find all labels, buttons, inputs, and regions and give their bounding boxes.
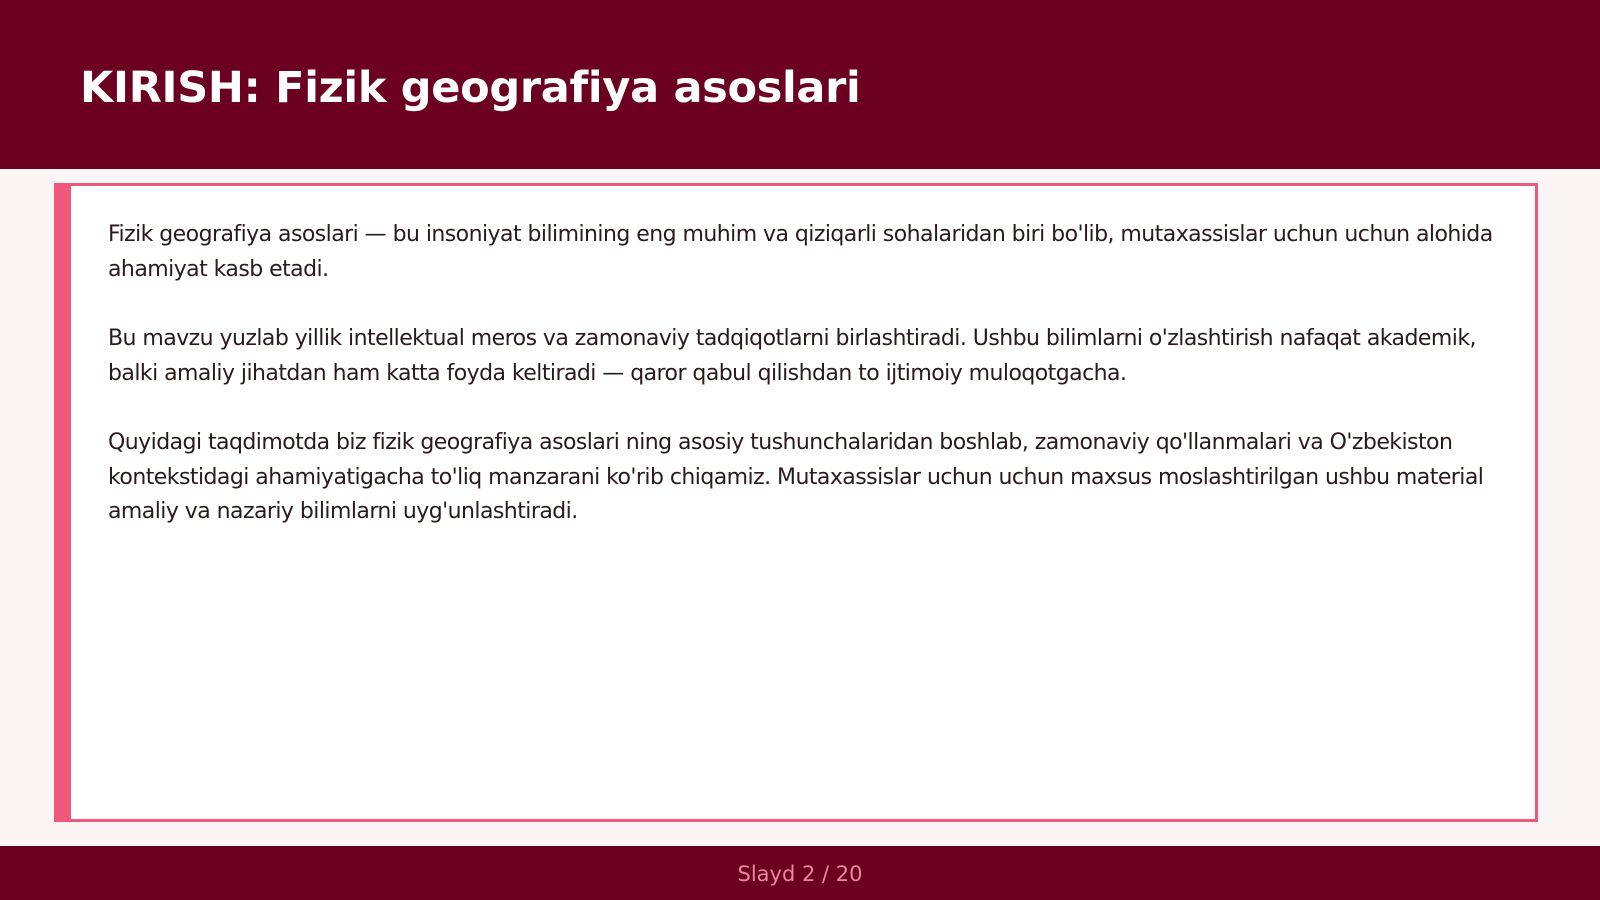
slide-header — [0, 0, 1600, 169]
overview-paragraph: Quyidagi taqdimotda biz fizik geografiya asoslari ning asosiy tushunchalaridan boshlab, zamonaviy qo'llanmalari va O'zbekiston kontekstidagi ahamiyatigacha to'liq manzarani ko'rib chiqamiz. Mutaxassislar uchun uchun maxsus moslashtirilgan ushbu material amaliy va nazariy bilimlarni uyg'unlashtiradi. — [108, 430, 1484, 524]
heritage-paragraph: Bu mavzu yuzlab yillik intellektual meros va zamonaviy tadqiqotlarni birlashtiradi. Ushbu bilimlarni o'zlashtirish nafaqat akademik, balki amaliy jihatdan ham katta foyda keltiradi — qaror qabul qilishdan to ijtimoiy muloqotgacha. — [108, 326, 1476, 386]
slide-counter: Slayd 2 / 20 — [737, 862, 863, 886]
content-panel — [54, 183, 1538, 822]
slide-title: KIRISH: Fizik geografiya asoslari — [80, 63, 861, 113]
slide-footer — [0, 846, 1600, 900]
intro-paragraph: Fizik geografiya asoslari — bu insoniyat bilimining eng muhim va qiziqarli sohalaridan biri bo'lib, mutaxassislar uchun uchun alohida ahamiyat kasb etadi. — [108, 222, 1493, 282]
